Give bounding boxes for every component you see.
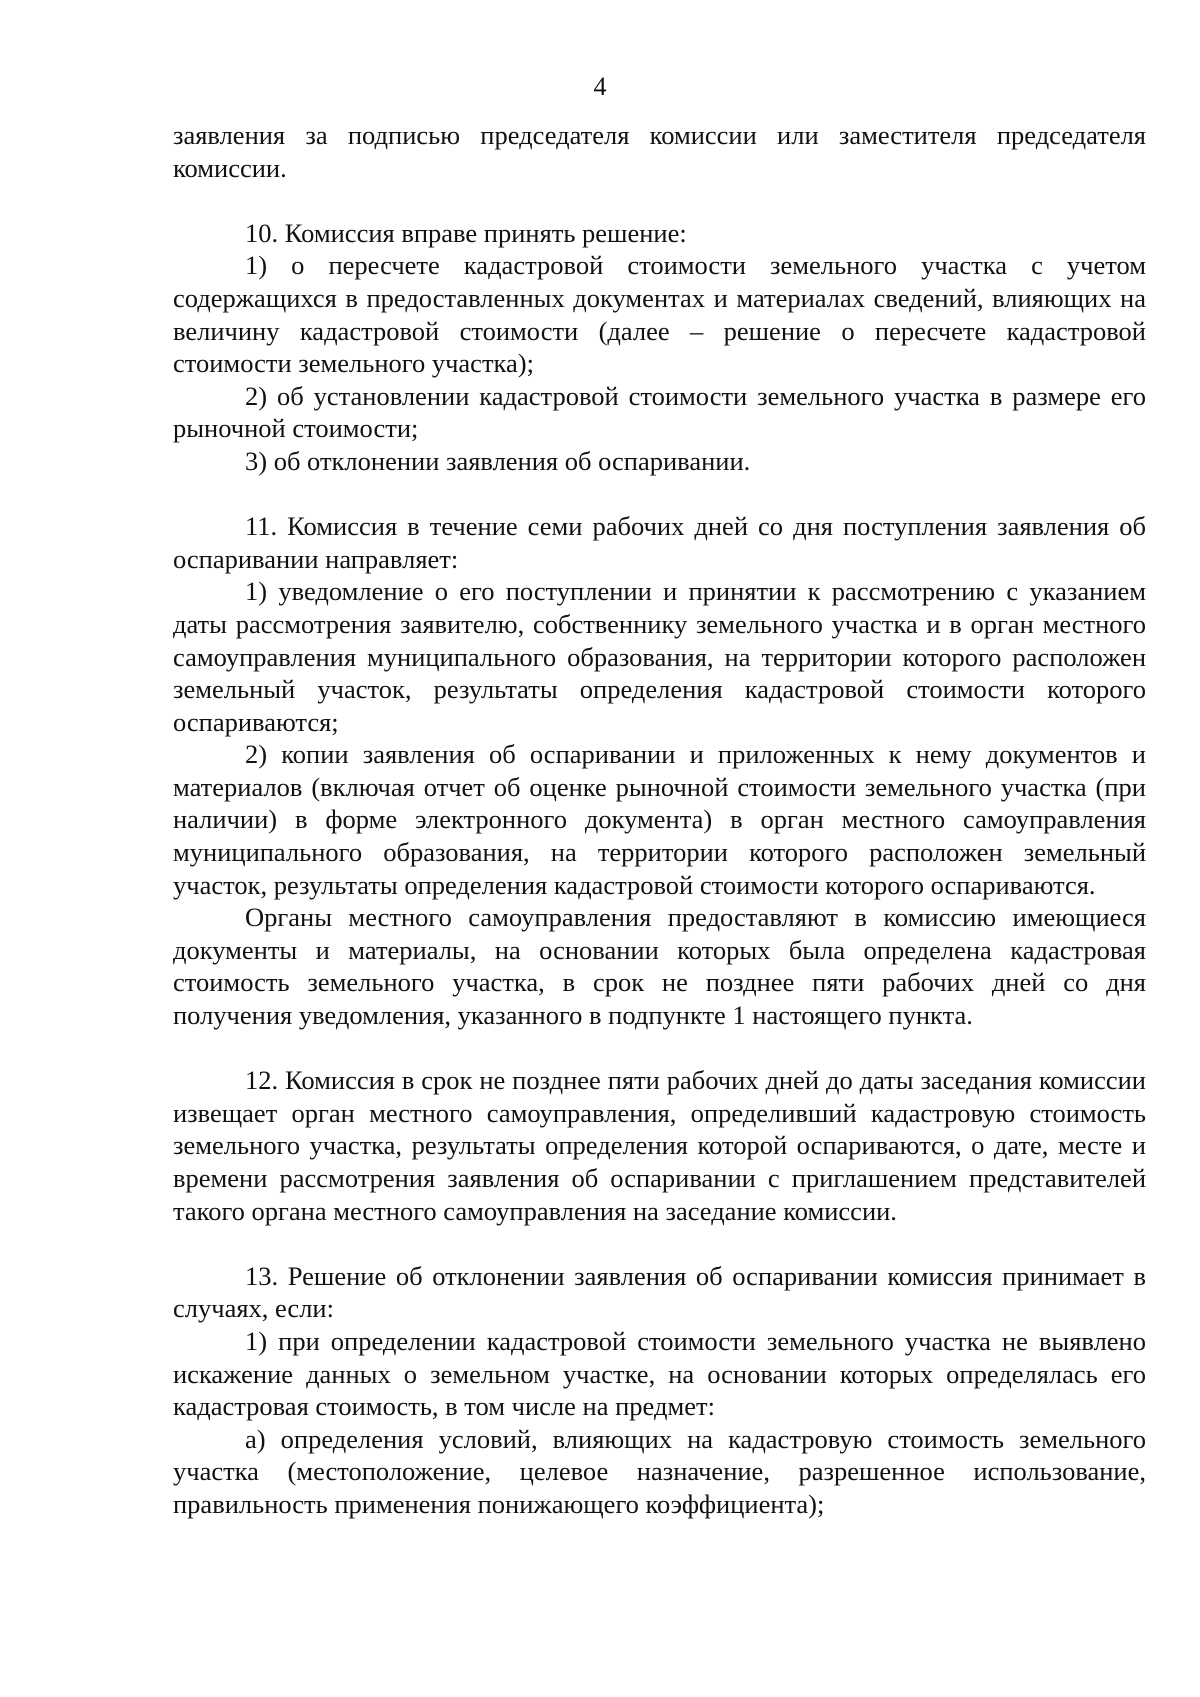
paragraph-item-13-1-a: а) определения условий, влияющих на кадастровую стоимость земельного участка (местоположение, целевое назначение, разрешенное использование, правильность применения понижающего коэффициента); (173, 1423, 1146, 1519)
paragraph-item-12: 12. Комиссия в срок не позднее пяти рабочих дней до даты заседания комиссии извещает орган местного самоуправления, определивший кадастровую стоимость земельного участка, результаты определения которой оспариваются, о дате, месте и времени рассмотрения заявления об оспаривании с приглашением представителей такого органа местного самоуправления на заседание комиссии. (173, 1065, 1146, 1226)
paragraph-item-11: 11. Комиссия в течение семи рабочих дней со дня поступления заявления об оспаривании направляет: (173, 511, 1146, 574)
paragraph-item-11-note: Органы местного самоуправления предоставляют в комиссию имеющиеся документы и материалы, на основании которых была определена кадастровая стоимость земельного участка, в срок не позднее пяти рабочих дней со дня получения уведомления, указанного в подпункте 1 настоящего пункта. (173, 902, 1146, 1031)
paragraph-item-13-1: 1) при определении кадастровой стоимости земельного участка не выявлено искажение данных о земельном участке, на основании которых определялась его кадастровая стоимость, в том числе на предмет: (173, 1325, 1146, 1422)
paragraph-item-11-2: 2) копии заявления об оспаривании и приложенных к нему документов и материалов (включая отчет об оценке рыночной стоимости земельного участка (при наличии) в форме электронного документа) в орган местного самоуправления муниципального образования, на территории которого расположен земельный участок, результаты определения кадастровой стоимости которого оспариваются. (173, 739, 1146, 900)
paragraph-item-11-1: 1) уведомление о его поступлении и принятии к рассмотрению с указанием даты рассмотрения заявителю, собственнику земельного участка и в орган местного самоуправления муниципального образования, на территории которого расположен земельный участок, результаты определения кадастровой стоимости которого оспариваются; (173, 576, 1146, 737)
document-body (173, 119, 1146, 1521)
paragraph-item-10-2: 2) об установлении кадастровой стоимости земельного участка в размере его рыночной стоимости; (173, 380, 1146, 444)
page-number: 4 (593, 72, 607, 101)
paragraph-continuation: заявления за подписью председателя комиссии или заместителя председателя комиссии. (173, 120, 1146, 183)
paragraph-item-10: 10. Комиссия вправе принять решение: (245, 217, 687, 248)
paragraph-item-10-3: 3) об отклонении заявления об оспаривании. (245, 445, 751, 476)
paragraph-item-13: 13. Решение об отклонении заявления об оспаривании комиссия принимает в случаях, если: (173, 1260, 1146, 1324)
paragraph-item-10-1: 1) о пересчете кадастровой стоимости земельного участка с учетом содержащихся в предоставленных документах и материалах сведений, влияющих на величину кадастровой стоимости (далее – решение о пересчете кадастровой стоимости земельного участка); (173, 250, 1146, 379)
